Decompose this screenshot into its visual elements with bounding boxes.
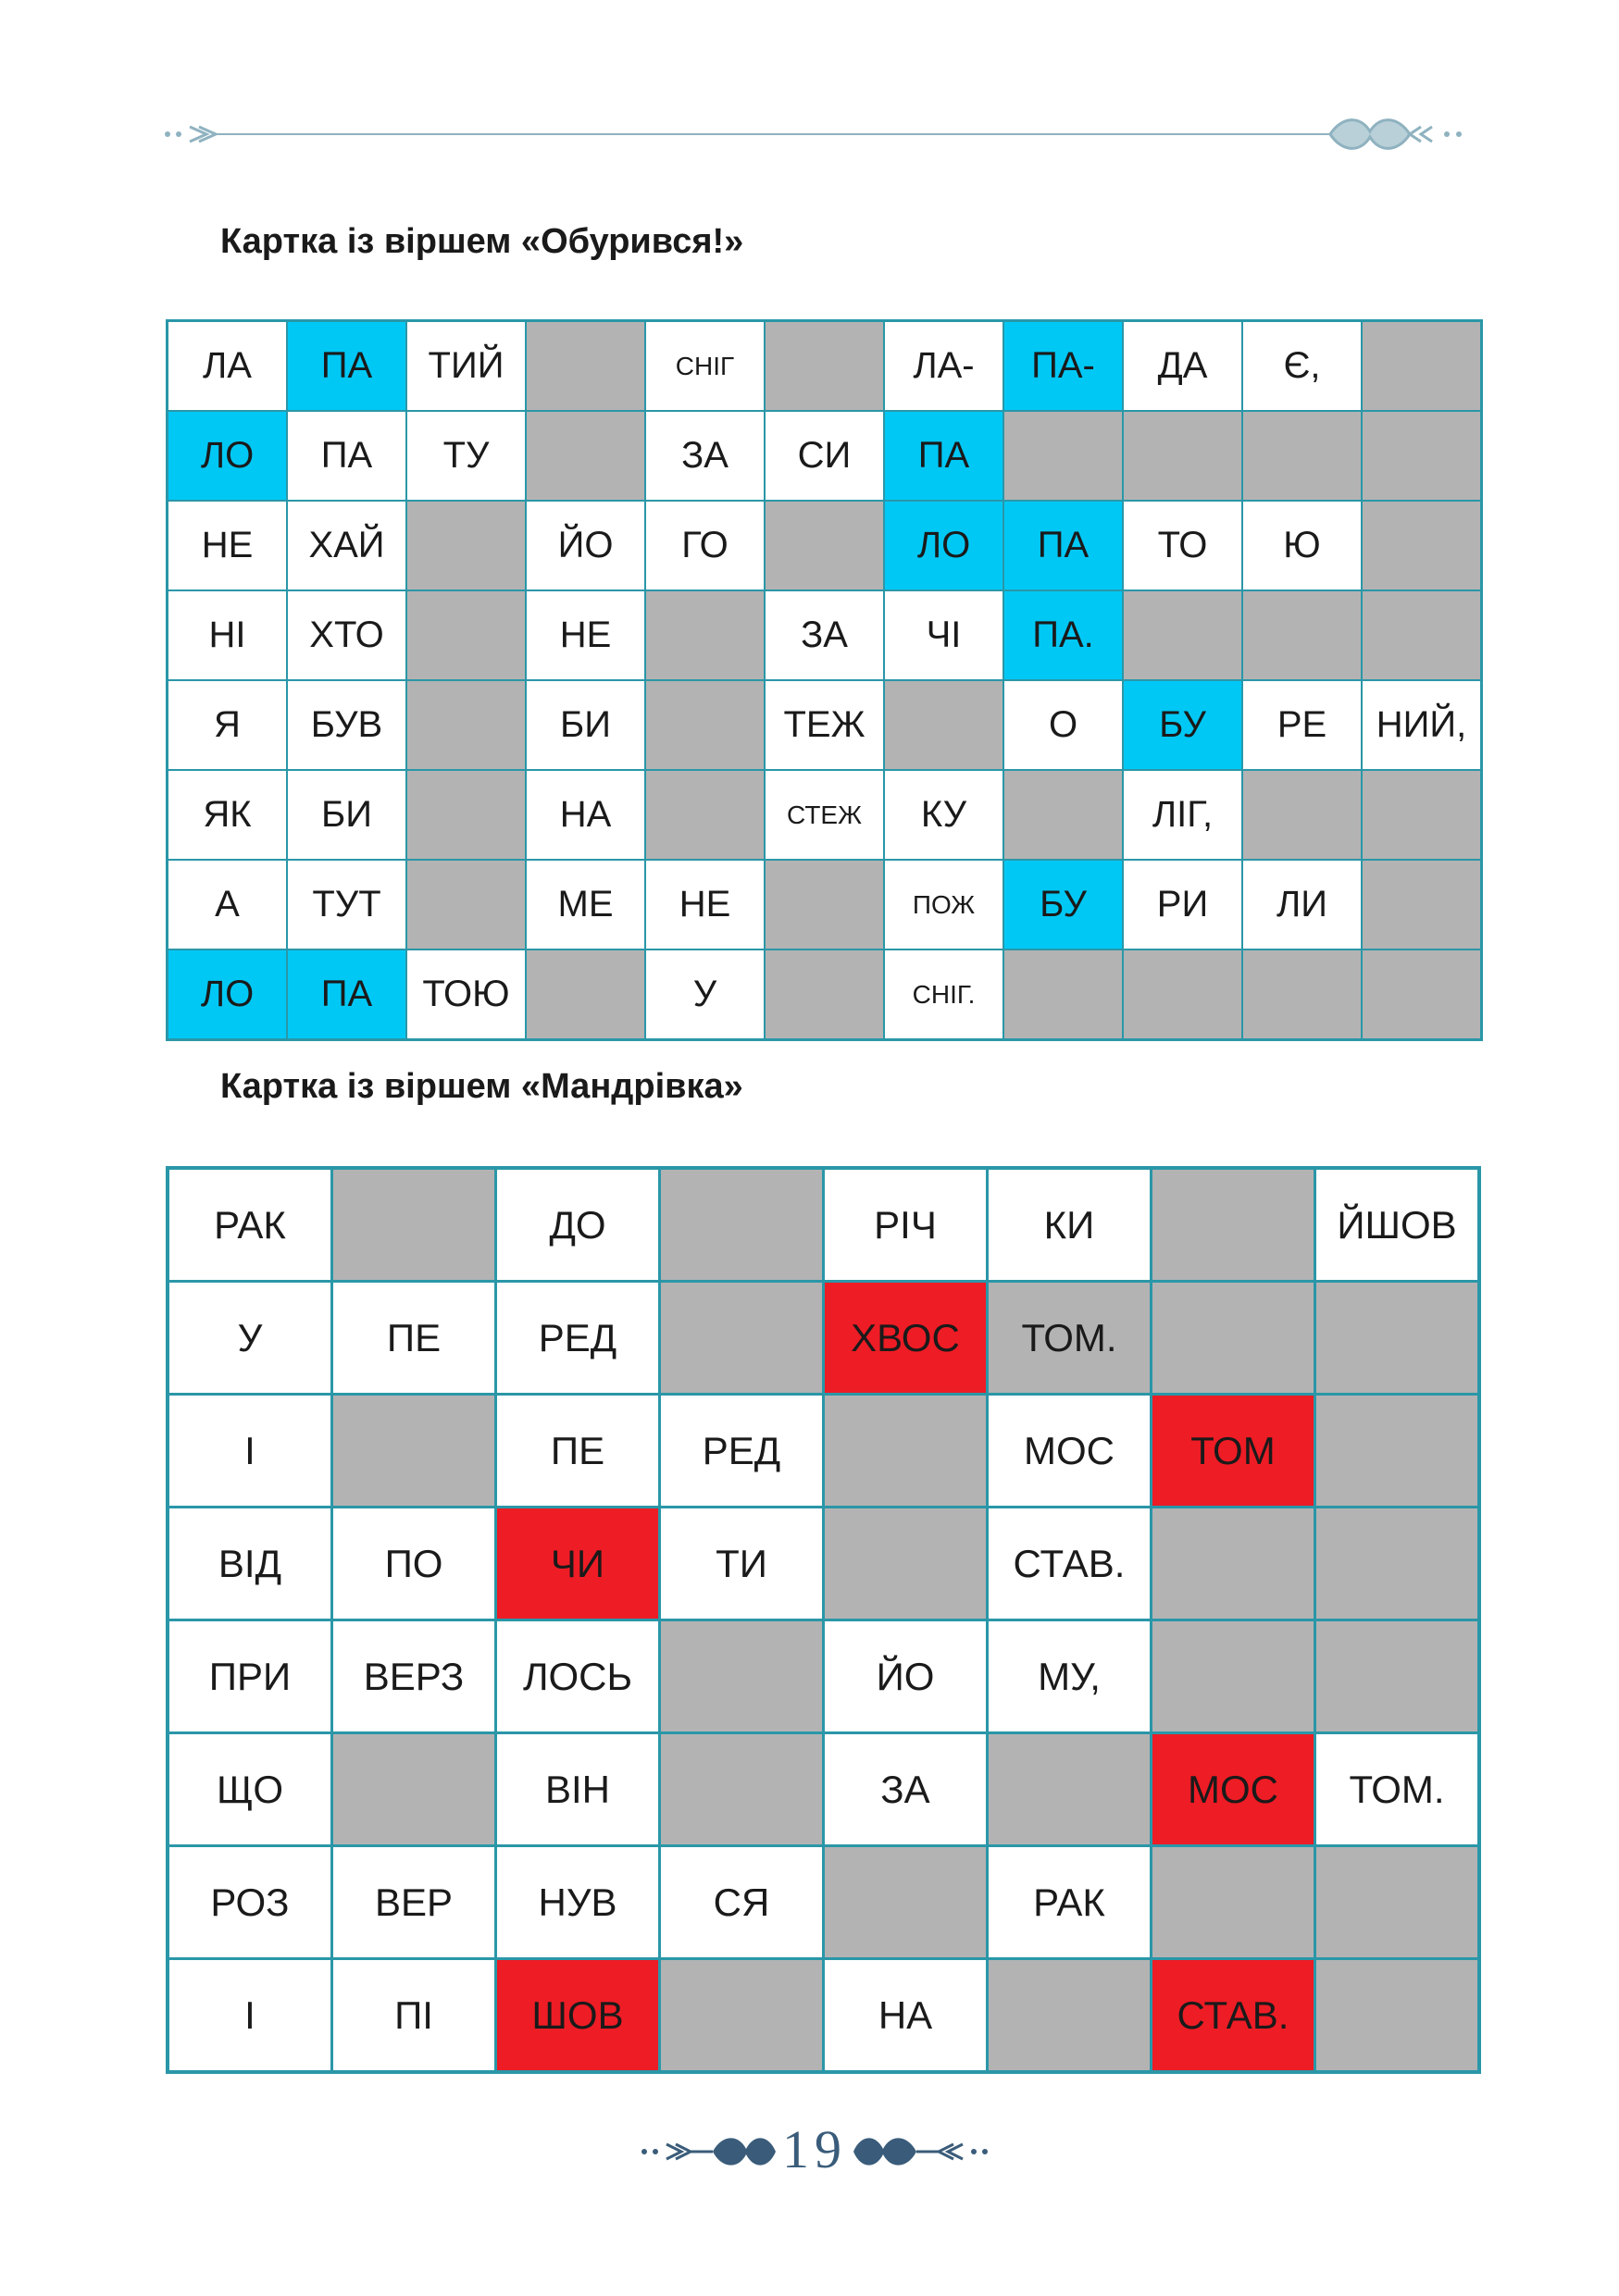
syllable-cell: І — [168, 1395, 332, 1508]
syllable-cell: ПО — [332, 1508, 496, 1620]
syllable-cell: ЩО — [168, 1733, 332, 1846]
syllable-cell: ЛО — [168, 949, 288, 1040]
empty-cell — [765, 321, 884, 412]
empty-cell — [645, 770, 765, 860]
syllable-cell: РАК — [168, 1168, 332, 1282]
syllable-cell: ЧИ — [496, 1508, 660, 1620]
empty-cell — [1362, 321, 1482, 412]
empty-cell — [1242, 411, 1362, 501]
empty-cell — [526, 321, 645, 412]
syllable-cell: БУ — [1003, 860, 1123, 949]
syllable-cell: ТИЙ — [406, 321, 526, 412]
syllable-cell: Я — [168, 680, 288, 770]
syllable-cell: ЛИ — [1242, 860, 1362, 949]
syllable-cell: КИ — [988, 1168, 1152, 1282]
syllable-cell: ВЕРЗ — [332, 1620, 496, 1733]
syllable-cell: У — [645, 949, 765, 1040]
grid-row — [168, 321, 1482, 412]
syllable-cell: ВЕР — [332, 1846, 496, 1959]
syllable-cell: ТОМ — [1152, 1395, 1315, 1508]
syllable-cell: ПА. — [1003, 590, 1123, 680]
grid-row — [168, 1395, 1479, 1508]
syllable-cell: ВІН — [496, 1733, 660, 1846]
syllable-cell: ЙО — [824, 1620, 988, 1733]
syllable-cell: ПА — [287, 321, 406, 412]
empty-cell — [1315, 1395, 1480, 1508]
syllable-cell: СИ — [765, 411, 884, 501]
syllable-cell: БИ — [287, 770, 406, 860]
empty-cell — [1242, 590, 1362, 680]
syllable-cell: РЕ — [1242, 680, 1362, 770]
syllable-cell: ДО — [496, 1168, 660, 1282]
syllable-cell: НИЙ, — [1362, 680, 1482, 770]
grid-row — [168, 1508, 1479, 1620]
empty-cell — [1362, 770, 1482, 860]
empty-cell — [332, 1168, 496, 1282]
syllable-cell: СТЕЖ — [765, 770, 884, 860]
empty-cell — [1362, 590, 1482, 680]
empty-cell — [1003, 770, 1123, 860]
empty-cell — [526, 411, 645, 501]
syllable-cell: ЗА — [824, 1733, 988, 1846]
empty-cell — [1152, 1620, 1315, 1733]
empty-cell — [406, 590, 526, 680]
empty-cell — [660, 1168, 824, 1282]
syllable-cell: РОЗ — [168, 1846, 332, 1959]
grid-row — [168, 501, 1482, 590]
syllable-cell: ПРИ — [168, 1620, 332, 1733]
empty-cell — [1123, 949, 1242, 1040]
syllable-cell: ПА — [1003, 501, 1123, 590]
syllable-cell: ПА — [884, 411, 1003, 501]
empty-cell — [645, 680, 765, 770]
empty-cell — [1152, 1508, 1315, 1620]
grid-row — [168, 1168, 1479, 1282]
syllable-cell: НА — [526, 770, 645, 860]
empty-cell — [1152, 1282, 1315, 1395]
syllable-cell: ЛА — [168, 321, 288, 412]
empty-cell — [1315, 1620, 1480, 1733]
syllable-cell: РАК — [988, 1846, 1152, 1959]
empty-cell — [1152, 1168, 1315, 1282]
syllable-cell: У — [168, 1282, 332, 1395]
syllable-cell: ТУТ — [287, 860, 406, 949]
syllable-cell: СТАВ. — [988, 1508, 1152, 1620]
grid-row — [168, 590, 1482, 680]
grid-row — [168, 860, 1482, 949]
syllable-cell: РІЧ — [824, 1168, 988, 1282]
empty-cell — [1003, 949, 1123, 1040]
syllable-cell: НЕ — [526, 590, 645, 680]
syllable-cell: ЙШОВ — [1315, 1168, 1480, 1282]
syllable-cell: ЗА — [765, 590, 884, 680]
empty-cell — [406, 770, 526, 860]
syllable-cell: ПІ — [332, 1959, 496, 2073]
empty-cell — [1362, 860, 1482, 949]
syllable-cell: ХТО — [287, 590, 406, 680]
grid-row — [168, 1620, 1479, 1733]
syllable-cell: ЧІ — [884, 590, 1003, 680]
syllable-cell: ТУ — [406, 411, 526, 501]
empty-cell — [406, 680, 526, 770]
empty-cell — [988, 1733, 1152, 1846]
syllable-cell: РЕД — [660, 1395, 824, 1508]
empty-cell — [884, 680, 1003, 770]
empty-cell — [1362, 501, 1482, 590]
header-ornament-icon — [162, 111, 1467, 157]
syllable-cell: НУВ — [496, 1846, 660, 1959]
empty-cell — [660, 1620, 824, 1733]
syllable-cell: МОС — [1152, 1733, 1315, 1846]
syllable-cell: ХАЙ — [287, 501, 406, 590]
syllable-cell: ШОВ — [496, 1959, 660, 2073]
empty-cell — [765, 949, 884, 1040]
syllable-cell: ЛО — [884, 501, 1003, 590]
syllable-cell: МУ, — [988, 1620, 1152, 1733]
empty-cell — [765, 860, 884, 949]
grid-row — [168, 1959, 1479, 2073]
syllable-cell: ЗА — [645, 411, 765, 501]
syllable-cell: РИ — [1123, 860, 1242, 949]
syllable-cell: ПА- — [1003, 321, 1123, 412]
syllable-cell: ЛІГ, — [1123, 770, 1242, 860]
empty-cell — [660, 1282, 824, 1395]
syllable-cell: ЛОСЬ — [496, 1620, 660, 1733]
empty-cell — [1362, 949, 1482, 1040]
syllable-cell: НЕ — [645, 860, 765, 949]
syllable-cell: ЛА- — [884, 321, 1003, 412]
syllable-cell: А — [168, 860, 288, 949]
grid-row — [168, 949, 1482, 1040]
empty-cell — [332, 1395, 496, 1508]
empty-cell — [988, 1959, 1152, 2073]
syllable-cell: ПОЖ — [884, 860, 1003, 949]
empty-cell — [765, 501, 884, 590]
syllable-cell: НА — [824, 1959, 988, 2073]
syllable-cell: ЙО — [526, 501, 645, 590]
syllable-cell: КУ — [884, 770, 1003, 860]
syllable-cell: ПА — [287, 949, 406, 1040]
empty-cell — [1315, 1959, 1480, 2073]
syllable-cell: О — [1003, 680, 1123, 770]
syllable-cell: ПЕ — [332, 1282, 496, 1395]
empty-cell — [645, 590, 765, 680]
syllable-cell: ЛО — [168, 411, 288, 501]
syllable-cell: ХВОС — [824, 1282, 988, 1395]
empty-cell — [660, 1733, 824, 1846]
syllable-cell: СНІГ. — [884, 949, 1003, 1040]
syllable-cell: СТАВ. — [1152, 1959, 1315, 2073]
syllable-cell: ТОЮ — [406, 949, 526, 1040]
empty-cell — [406, 860, 526, 949]
empty-cell — [824, 1846, 988, 1959]
empty-cell — [1242, 770, 1362, 860]
empty-cell — [1315, 1846, 1480, 1959]
syllable-cell: ПА — [287, 411, 406, 501]
empty-cell — [1152, 1846, 1315, 1959]
syllable-cell: ЯК — [168, 770, 288, 860]
syllable-cell: РЕД — [496, 1282, 660, 1395]
grid-row — [168, 411, 1482, 501]
empty-cell — [824, 1508, 988, 1620]
syllable-cell: МОС — [988, 1395, 1152, 1508]
empty-cell — [824, 1395, 988, 1508]
empty-cell — [1123, 411, 1242, 501]
syllable-grid-oburyvsia — [166, 319, 1483, 1041]
empty-cell — [332, 1733, 496, 1846]
empty-cell — [1123, 590, 1242, 680]
empty-cell — [1315, 1508, 1480, 1620]
empty-cell — [660, 1959, 824, 2073]
card-title-oburyvsia: Картка із віршем «Обурився!» — [220, 222, 744, 261]
syllable-cell: БУ — [1123, 680, 1242, 770]
syllable-cell: МЕ — [526, 860, 645, 949]
syllable-cell: Ю — [1242, 501, 1362, 590]
syllable-grid-mandrivka — [166, 1166, 1481, 2074]
card-title-mandrivka: Картка із віршем «Мандрівка» — [220, 1067, 743, 1106]
syllable-cell: БУВ — [287, 680, 406, 770]
syllable-cell: І — [168, 1959, 332, 2073]
syllable-cell: ТЕЖ — [765, 680, 884, 770]
empty-cell — [1003, 411, 1123, 501]
page-number: 19 — [782, 2119, 847, 2179]
grid-row — [168, 680, 1482, 770]
grid-row — [168, 770, 1482, 860]
syllable-cell: СЯ — [660, 1846, 824, 1959]
syllable-cell: Є, — [1242, 321, 1362, 412]
syllable-cell: НІ — [168, 590, 288, 680]
empty-cell — [1242, 949, 1362, 1040]
syllable-cell: ТО — [1123, 501, 1242, 590]
syllable-cell: СНІГ — [645, 321, 765, 412]
syllable-cell: ТИ — [660, 1508, 824, 1620]
syllable-cell: БИ — [526, 680, 645, 770]
syllable-cell: ГО — [645, 501, 765, 590]
empty-cell — [1315, 1282, 1480, 1395]
grid-row — [168, 1282, 1479, 1395]
empty-cell — [526, 949, 645, 1040]
syllable-cell: ТОМ. — [988, 1282, 1152, 1395]
page-footer — [639, 2119, 990, 2184]
grid-row — [168, 1846, 1479, 1959]
syllable-cell: ДА — [1123, 321, 1242, 412]
syllable-cell: ПЕ — [496, 1395, 660, 1508]
empty-cell — [1362, 411, 1482, 501]
syllable-cell: ТОМ. — [1315, 1733, 1480, 1846]
empty-cell — [406, 501, 526, 590]
syllable-cell: НЕ — [168, 501, 288, 590]
syllable-cell: ВІД — [168, 1508, 332, 1620]
grid-row — [168, 1733, 1479, 1846]
